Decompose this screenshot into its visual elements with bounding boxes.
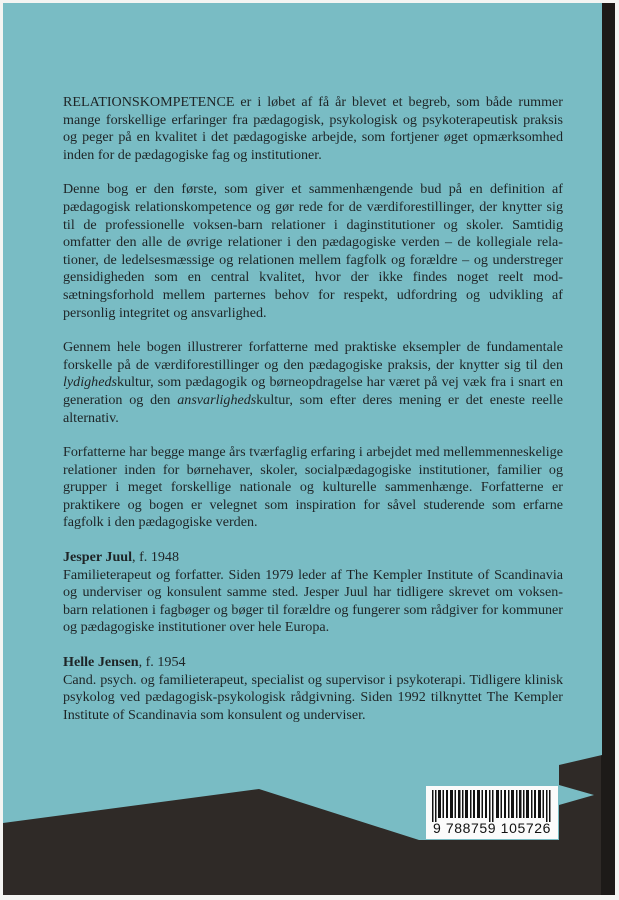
- barcode-digits: 9 788759 105726: [433, 820, 551, 836]
- blurb-paragraph-4: Forfatterne har begge mange års tværfaglig erfaring i arbejdet med mellemmenneskelige relationer inden for børnehaver, skoler, socialpædagogiske institutioner, familier og grupper i meget forskellige nationale og kulturelle sammenhænge. Forfatterne er praktikere og bogen er velegnet som inspiration for såvel studerende som erfarne fagfolk i den pædagogiske verden.: [63, 444, 563, 531]
- author-birth-year: , f. 1954: [138, 654, 186, 671]
- author-heading: [63, 654, 563, 672]
- blurb-paragraph-3-part-2: kultur, som pædagogik og børneopdragelse har været på vej væk fra i snart en generation og den: [63, 374, 563, 408]
- blurb-paragraph-3-part-3: kultur, som efter deres mening er det eneste reelle alternativ.: [63, 391, 563, 426]
- blurb-paragraph-2: Denne bog er den første, som giver et sammenhængende bud på en definition af pædagogisk relationskompetence og gør rede for de værdiforestillinger, der knytter sig til de professionelle voksen-barn relationer i daginstitutioner og skoler. Samtidig omfatter den alle de øvrige relationer i den pædagogiske verden – de kollegiale relationer, de ledelsesmæssige og relationen mellem fagfolk og forældre – og understreger gensidigheden som en central kvalitet, hvor der ikke findes noget reelt modsætningsforhold mellem parternes behov for respekt, udfordring og udvikling af personlig integritet og ansvarlighed.: [63, 181, 563, 321]
- blurb-paragraph-3: [63, 339, 563, 427]
- isbn-barcode: [426, 786, 558, 839]
- italic-term-lydigheds: lydigheds: [63, 374, 118, 391]
- author-helle-jensen: [63, 654, 563, 724]
- author-name: Jesper Juul: [63, 549, 133, 566]
- author-name: Helle Jensen: [63, 654, 139, 671]
- italic-term-ansvarligheds: ansvarligheds: [177, 391, 257, 408]
- author-birth-year: , f. 1948: [132, 549, 180, 566]
- book-back-cover: [3, 3, 615, 895]
- blurb-paragraph-1: RELATIONSKOMPETENCE er i løbet af få år blevet et begreb, som både rummer mange forskellige erfaringer fra pædagogisk, psykologisk og psykoterapeutisk praksis og peger på en kvalitet i det pædagogiske arbejde, som fortjener øget opmærksomhed inden for de pædagogiske fag og institutioner.: [63, 94, 563, 163]
- author-bio: Cand. psych. og familieterapeut, specialist og supervisor i psykoterapi. Tidligere klinisk psykolog ved pædagogisk-psykologisk rådgivning. Siden 1992 tilknyttet The Kempler Institute of Scandinavia som konsulent og underviser.: [63, 671, 563, 723]
- author-heading: [63, 549, 563, 567]
- cover-spine-edge: [601, 3, 615, 895]
- blurb-paragraph-3-part-1: Gennem hele bogen illustrerer forfatterne med praktiske eksempler de fundamentale forskelle på de værdiforestillinger og den pædagogiske praksis, der knytter sig til den: [63, 339, 563, 373]
- author-bio: Familieterapeut og forfatter. Siden 1979 leder af The Kempler Institute of Scandinavia og underviser og konsulent samme sted. Jesper Juul har tidligere skrevet om voksen-barn relationen i fagbøger og bøger til forældre og fungerer som rådgiver for kommuner og pædagogiske institutioner over hele Europa.: [63, 566, 563, 636]
- barcode-bars: [432, 790, 552, 822]
- author-jesper-juul: [63, 549, 563, 637]
- back-cover-text: [63, 94, 563, 741]
